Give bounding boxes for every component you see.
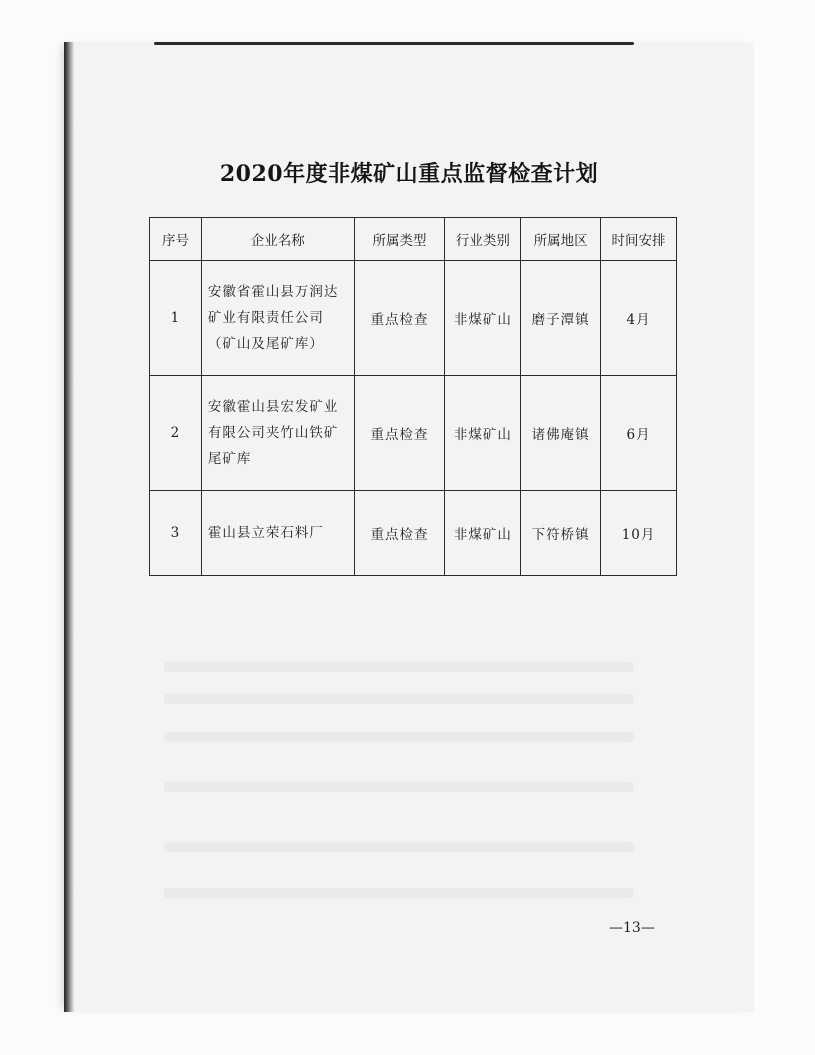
- industry-category: 非煤矿山: [445, 376, 521, 491]
- inspection-type: 重点检查: [354, 376, 445, 491]
- region: 下符桥镇: [521, 491, 601, 576]
- company-name-line: 安徽霍山县宏发矿业: [207, 399, 339, 415]
- table-row: [150, 491, 677, 576]
- company-name-line: 有限公司夹竹山铁矿: [207, 425, 339, 441]
- company-name: [201, 261, 354, 376]
- column-header-index: 序号: [150, 218, 202, 261]
- company-name-line: 霍山县立荣石料厂: [207, 525, 324, 541]
- bleed-through-shadow: [164, 842, 634, 852]
- row-index: 2: [150, 376, 202, 491]
- company-name-line: （矿山及尾矿库）: [207, 336, 324, 352]
- schedule: 10月: [601, 491, 677, 576]
- column-header-schedule: 时间安排: [601, 218, 677, 261]
- table-row: [150, 376, 677, 491]
- company-name: [201, 376, 354, 491]
- bleed-through-shadow: [164, 732, 634, 742]
- column-header-company: 企业名称: [201, 218, 354, 261]
- schedule: 4月: [601, 261, 677, 376]
- inspection-plan-table: [149, 217, 677, 576]
- inspection-type: 重点检查: [354, 491, 445, 576]
- company-name-line: 矿业有限责任公司: [207, 310, 324, 326]
- company-name-line: 安徽省霍山县万润达: [207, 284, 339, 300]
- industry-category: 非煤矿山: [445, 491, 521, 576]
- company-name: [201, 491, 354, 576]
- document-page: [64, 42, 754, 1012]
- column-header-type: 所属类型: [354, 218, 445, 261]
- region: 诸佛庵镇: [521, 376, 601, 491]
- column-header-region: 所属地区: [521, 218, 601, 261]
- industry-category: 非煤矿山: [445, 261, 521, 376]
- table-header-row: [150, 218, 677, 261]
- column-header-industry: 行业类别: [445, 218, 521, 261]
- page-number: —13—: [609, 920, 655, 936]
- company-name-line: 尾矿库: [207, 451, 252, 467]
- document-title: 2020年度非煤矿山重点监督检查计划: [219, 161, 599, 187]
- bleed-through-shadow: [164, 782, 634, 792]
- bleed-through-shadow: [164, 662, 634, 672]
- region: 磨子潭镇: [521, 261, 601, 376]
- row-index: 1: [150, 261, 202, 376]
- bleed-through-shadow: [164, 694, 634, 704]
- schedule: 6月: [601, 376, 677, 491]
- row-index: 3: [150, 491, 202, 576]
- bleed-through-shadow: [164, 888, 634, 898]
- inspection-type: 重点检查: [354, 261, 445, 376]
- table-row: [150, 261, 677, 376]
